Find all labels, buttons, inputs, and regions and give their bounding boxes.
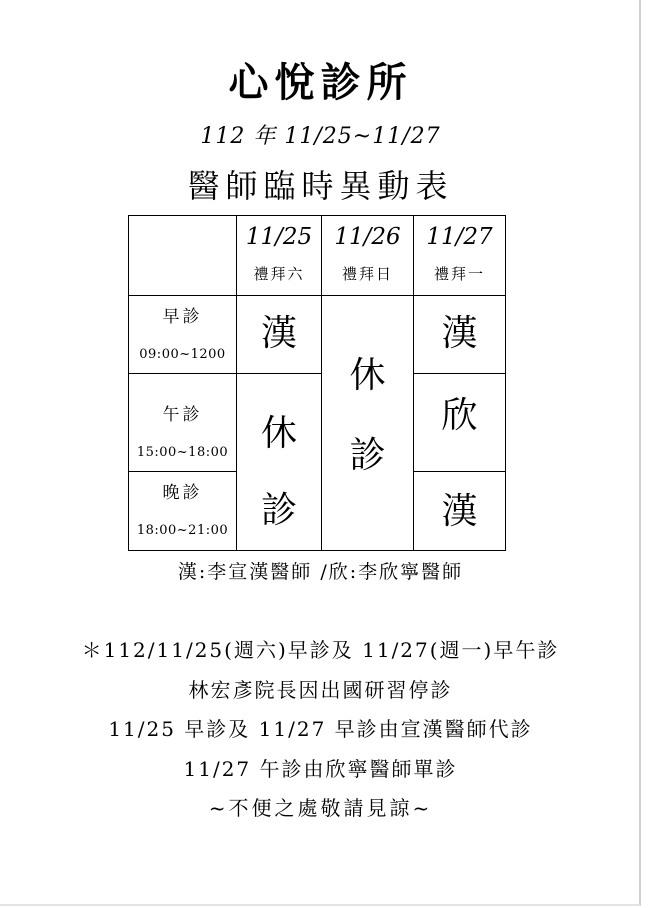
closed-mark-2: 診 xyxy=(260,490,297,531)
notice-line-1: ＊112/11/25(週六)早診及 11/27(週一)早午診 xyxy=(81,638,560,662)
notice-line-3: 11/25 早診及 11/27 早診由宣漢醫師代診 xyxy=(108,717,533,741)
doctor-mark: 欣 xyxy=(441,395,478,436)
doctor-mark: 漢 xyxy=(441,313,478,354)
cell-d1-closed xyxy=(237,374,322,550)
cell-d1-morning xyxy=(237,296,322,374)
closed-mark-1: 休 xyxy=(260,413,297,454)
notice-line-5: ~不便之處敬請見諒~ xyxy=(208,796,433,820)
cell-d3-evening xyxy=(414,472,505,550)
cell-d2-closed xyxy=(322,296,414,550)
closed-mark-2: 診 xyxy=(349,435,386,476)
cell-d3-morning xyxy=(414,296,505,374)
session-cell-evening xyxy=(129,472,237,550)
schedule-title: 醫師臨時異動表 xyxy=(187,167,454,205)
date-cell-1 xyxy=(237,216,322,296)
closed-mark-1: 休 xyxy=(349,355,386,396)
doctor-mark: 漢 xyxy=(260,313,297,354)
notice-line-2: 林宏彥院長因出國研習停診 xyxy=(188,678,453,702)
session-name: 晚診 xyxy=(162,483,203,503)
session-time: 18:00~21:00 xyxy=(136,523,229,538)
table-corner-cell xyxy=(129,216,237,296)
date-cell-3 xyxy=(414,216,505,296)
session-cell-morning xyxy=(129,296,237,374)
date-range: 112 年 11/25~11/27 xyxy=(200,124,441,149)
weekday-label: 禮拜日 xyxy=(341,265,393,283)
session-name: 早診 xyxy=(162,307,203,327)
session-cell-afternoon xyxy=(129,374,237,472)
schedule-table xyxy=(128,215,506,551)
date-label: 11/26 xyxy=(334,224,401,250)
session-time: 15:00~18:00 xyxy=(136,445,229,460)
date-cell-2 xyxy=(322,216,414,296)
clinic-title: 心悅診所 xyxy=(228,59,413,106)
cell-d3-afternoon xyxy=(414,374,505,472)
session-time: 09:00~1200 xyxy=(139,347,226,362)
doctor-legend: 漢:李宣漢醫師 /欣:李欣寧醫師 xyxy=(177,561,464,583)
weekday-label: 禮拜六 xyxy=(253,265,305,283)
date-label: 11/27 xyxy=(426,224,493,250)
notice-line-4: 11/27 午診由欣寧醫師單診 xyxy=(183,757,458,781)
session-name: 午診 xyxy=(162,405,203,425)
doctor-mark: 漢 xyxy=(441,491,478,532)
weekday-label: 禮拜一 xyxy=(433,265,485,283)
date-label: 11/25 xyxy=(245,224,313,250)
